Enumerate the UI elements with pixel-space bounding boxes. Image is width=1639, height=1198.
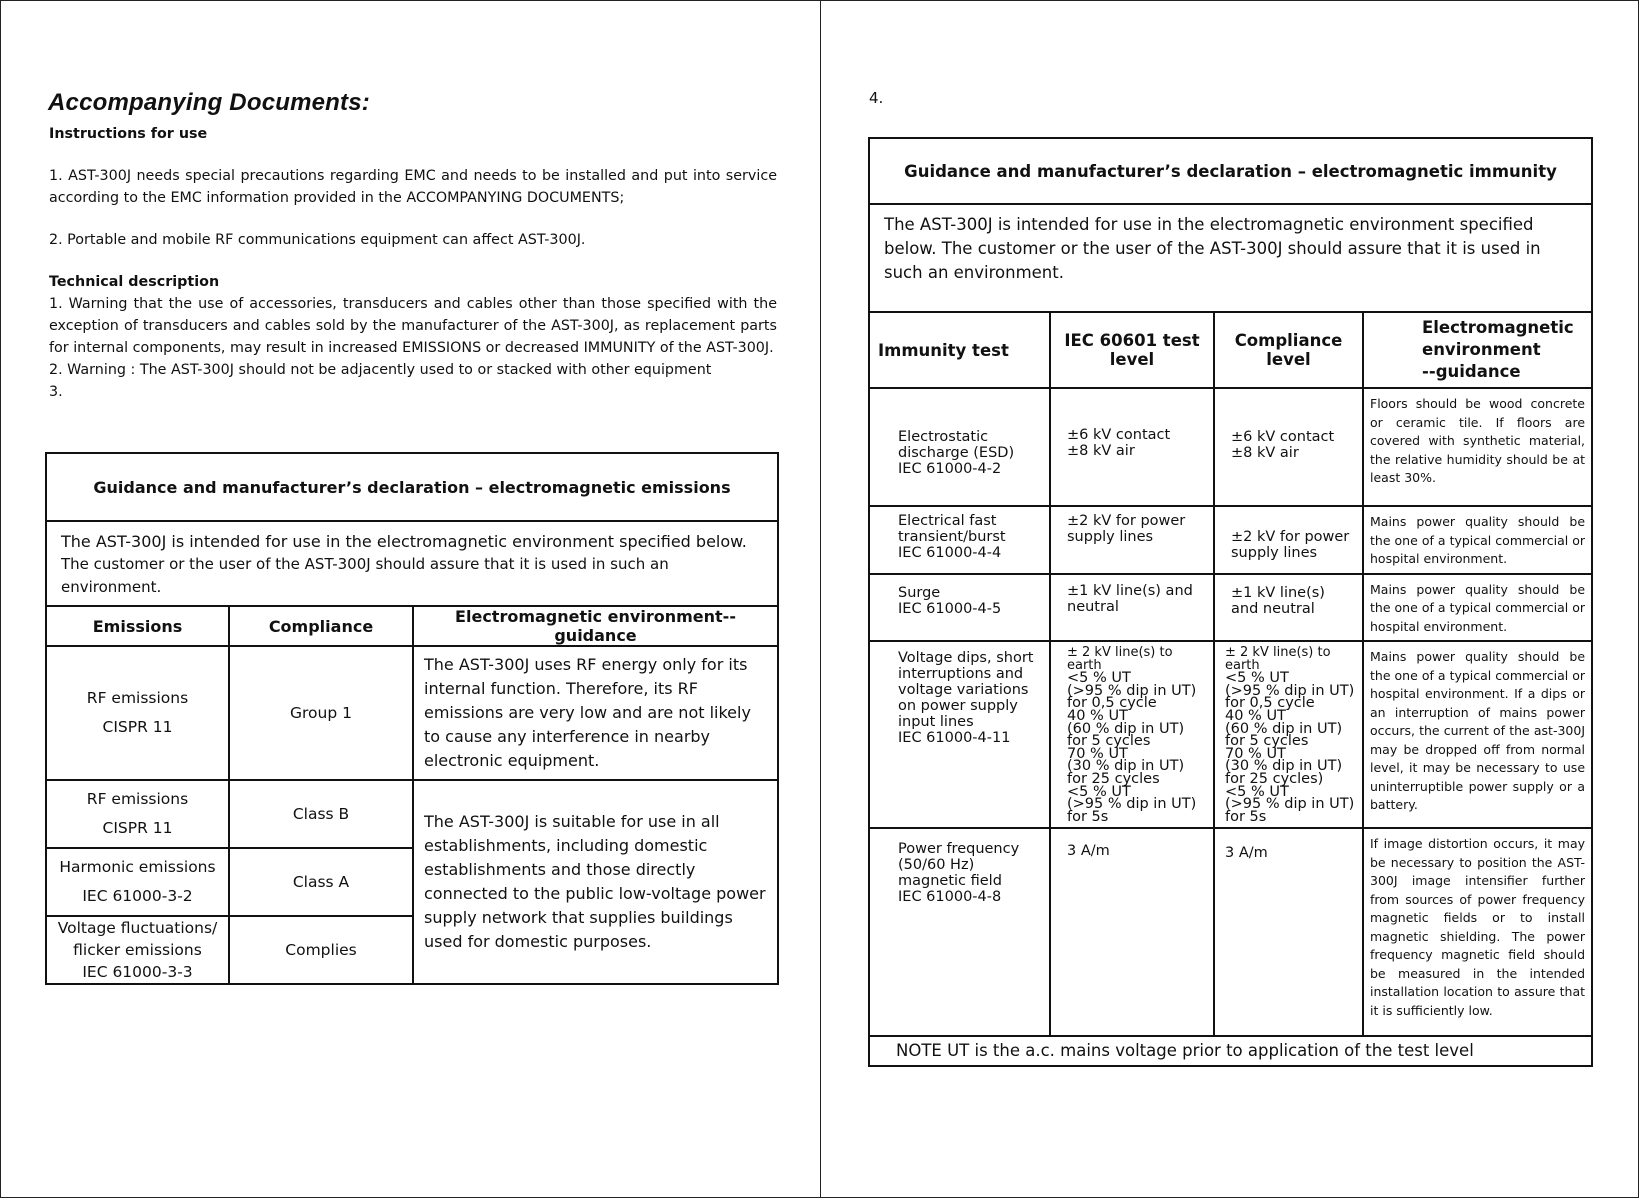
- compliance-cell: ±1 kV line(s) and neutral: [1214, 574, 1363, 642]
- emissions-intro-line-1: The AST-300J is intended for use in the electromagnetic environment specified below.: [61, 532, 747, 551]
- test-level-cell: [1050, 641, 1214, 828]
- guidance-cell: Mains power quality should be the one of a typical commercial or hospital environment.: [1363, 506, 1592, 574]
- instruction-2: 2. Portable and mobile RF communications equipment can affect AST-300J.: [49, 232, 586, 248]
- technical-item-2: 2. Warning : The AST-300J should not be adjacently used to or stacked with other equipment: [49, 362, 712, 378]
- test-level-cell: ±2 kV for power supply lines: [1050, 506, 1214, 574]
- table-row: [46, 780, 778, 848]
- test-level-cell: ±6 kV contact ±8 kV air: [1050, 388, 1214, 506]
- guidance-cell: Mains power quality should be the one of a typical commercial or hospital environment. If a dips or an interruption of mains power occurs, the current of the ast-300J may be dropped off from normal level, it may be necessary to use uninterruptible power supply or a battery.: [1363, 641, 1592, 828]
- test-cell: Voltage dips, short interruptions and voltage variations on power supply input lines IEC 61000-4-11: [869, 641, 1050, 828]
- test-level-cell: ±1 kV line(s) and neutral: [1050, 574, 1214, 642]
- instruction-1: 1. AST-300J needs special precautions regarding EMC and needs to be installed and put into service according to the EMC information provided in the ACCOMPANYING DOCUMENTS;: [49, 168, 777, 206]
- table-row: [869, 641, 1592, 828]
- emission-cell: Voltage fluctuations/ flicker emissions IEC 61000-3-3: [46, 916, 229, 984]
- instructions-heading: Instructions for use: [49, 126, 208, 142]
- technical-heading: Technical description: [49, 274, 220, 290]
- emissions-table-intro: [46, 521, 778, 606]
- emissions-intro-line-2: The customer or the user of the AST-300J should assure that it is used in such an environment.: [61, 555, 669, 596]
- immunity-header-compliance: Compliance level: [1214, 312, 1363, 388]
- technical-item-3: 3.: [49, 384, 63, 400]
- compliance-cell: Group 1: [229, 646, 413, 780]
- emissions-header-emissions: Emissions: [46, 606, 229, 646]
- compliance-cell: Class B: [229, 780, 413, 848]
- immunity-header-test: Immunity test: [869, 312, 1050, 388]
- table-row: [869, 506, 1592, 574]
- document-title: Accompanying Documents:: [48, 89, 370, 116]
- compliance-cell: Class A: [229, 848, 413, 916]
- emissions-table-title: Guidance and manufacturer’s declaration – electromagnetic emissions: [46, 453, 778, 521]
- technical-item-1: 1. Warning that the use of accessories, transducers and cables other than those specified with the exception of transducers and cables sold by the manufacturer of the AST-300J, as replacement parts for internal components, may result in increased EMISSIONS or decreased IMMUNITY of the AST-300J.: [49, 296, 777, 356]
- compliance-first-line: ± 2 kV line(s) to earth: [1225, 645, 1331, 673]
- immunity-header-guidance: Electromagnetic environment --guidance: [1363, 312, 1592, 388]
- test-cell: Electrical fast transient/burst IEC 61000-4-4: [869, 506, 1050, 574]
- guidance-cell: Mains power quality should be the one of a typical commercial or hospital environment.: [1363, 574, 1592, 642]
- compliance-cell: [1214, 641, 1363, 828]
- emission-cell: Harmonic emissions IEC 61000-3-2: [46, 848, 229, 916]
- table-row: [46, 646, 778, 780]
- emissions-table: [45, 452, 779, 985]
- compliance-cell: Complies: [229, 916, 413, 984]
- compliance-cell: 3 A/m: [1214, 828, 1363, 1036]
- immunity-table: [868, 137, 1593, 1067]
- guidance-cell: The AST-300J is suitable for use in all establishments, including domestic establishments and those directly connected to the public low-voltage power supply network that supplies buildings used for domestic purposes.: [413, 780, 778, 984]
- emissions-header-guidance: Electromagnetic environment-- guidance: [413, 606, 778, 646]
- compliance-values: <5 % UT (>95 % dip in UT) for 0,5 cycle 40 % UT (60 % dip in UT) for 5 cycles 70 % UT (30 % dip in UT) for 25 cycles) <5 % UT (>95 % dip in UT) for 5s: [1225, 670, 1355, 825]
- instructions-section: [49, 123, 777, 403]
- emission-cell: RF emissions CISPR 11: [46, 646, 229, 780]
- test-cell: Surge IEC 61000-4-5: [869, 574, 1050, 642]
- test-level-values: <5 % UT (>95 % dip in UT) for 0,5 cycle 40 % UT (60 % dip in UT) for 5 cycles 70 % UT (30 % dip in UT) for 25 cycles <5 % UT (>95 % dip in UT) for 5s: [1067, 670, 1197, 825]
- immunity-table-intro: The AST-300J is intended for use in the electromagnetic environment specified below. The customer or the user of the AST-300J should assure that it is used in such an environment.: [869, 204, 1592, 312]
- guidance-cell: If image distortion occurs, it may be necessary to position the AST-300J image intensifier further from sources of power frequency magnetic fields or to install magnetic shielding. The power frequency magnetic field should be measured in the intended installation location to assure that it is sufficiently low.: [1363, 828, 1592, 1036]
- right-page: [820, 0, 1639, 1198]
- guidance-cell: The AST-300J uses RF energy only for its internal function. Therefore, its RF emissions are very low and are not likely to cause any interference in nearby electronic equipment.: [413, 646, 778, 780]
- table-row: [869, 574, 1592, 642]
- test-level-first-line: ± 2 kV line(s) to earth: [1067, 645, 1173, 673]
- compliance-cell: ±2 kV for power supply lines: [1214, 506, 1363, 574]
- table-row: [869, 388, 1592, 506]
- emissions-header-compliance: Compliance: [229, 606, 413, 646]
- compliance-cell: ±6 kV contact ±8 kV air: [1214, 388, 1363, 506]
- test-cell: Electrostatic discharge (ESD) IEC 61000-4-2: [869, 388, 1050, 506]
- table-row: [869, 828, 1592, 1036]
- test-cell: Power frequency (50/60 Hz) magnetic field IEC 61000-4-8: [869, 828, 1050, 1036]
- immunity-header-test-level: IEC 60601 test level: [1050, 312, 1214, 388]
- emission-cell: RF emissions CISPR 11: [46, 780, 229, 848]
- guidance-cell: Floors should be wood concrete or ceramic tile. If floors are covered with synthetic material, the relative humidity should be at least 30%.: [1363, 388, 1592, 506]
- test-level-cell: 3 A/m: [1050, 828, 1214, 1036]
- page-number: 4.: [869, 89, 884, 107]
- immunity-table-note: NOTE UT is the a.c. mains voltage prior to application of the test level: [869, 1036, 1592, 1066]
- immunity-table-title: Guidance and manufacturer’s declaration – electromagnetic immunity: [869, 138, 1592, 204]
